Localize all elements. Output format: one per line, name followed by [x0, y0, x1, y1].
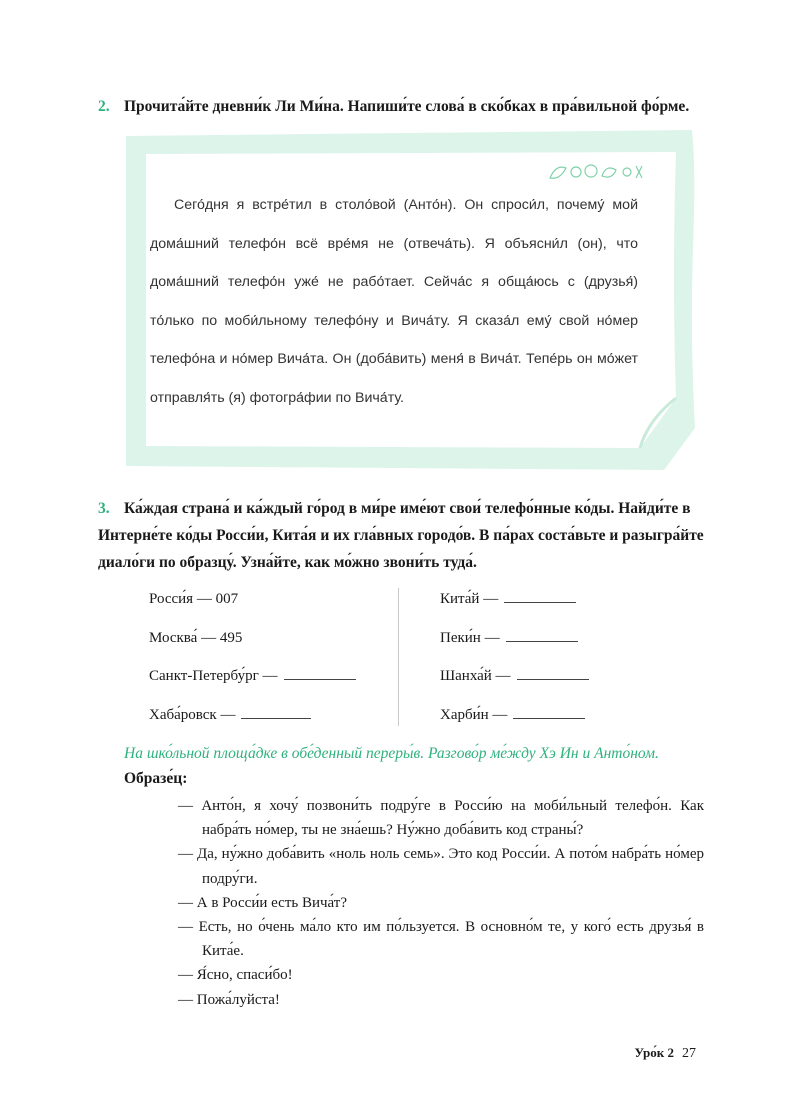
code-label: Санкт-Петербу́рг — [149, 668, 278, 684]
code-label: Пеки́н — [440, 629, 500, 646]
codes-column-right [440, 586, 589, 740]
code-blank[interactable] [513, 704, 585, 719]
code-row [149, 663, 356, 702]
code-row [149, 702, 356, 741]
page-number: 27 [682, 1046, 696, 1061]
dialogue-line: — А в Росси́и есть Вича́т? [178, 894, 348, 911]
code-label: Росси́я — 007 [149, 591, 239, 607]
sample-label: Образе́ц: [124, 770, 188, 787]
dialogue-line: — Анто́н, я хочу́ позвони́ть подру́ге в Росси́ю на моби́льный телефо́н. Как набра́ть но́мер, ты не зна́ешь? Ну́жно доба́вить код страны́? [178, 798, 704, 839]
page-footer [635, 1045, 696, 1062]
dialogue-line: — Я́сно, спаси́бо! [178, 967, 293, 984]
code-row [149, 625, 356, 664]
code-blank[interactable] [284, 665, 356, 680]
code-blank[interactable] [506, 627, 578, 642]
task-3-text: Ка́ждая страна́ и ка́ждый го́род в ми́ре име́ют свои́ телефо́нные ко́ды. Найди́те в Интерне́те ко́ды Росси́и, Кита́я и их гла́вных городо́в. В па́рах соста́вьте и разыгра́йте диало́ги по образцу́. Узна́йте, как мо́жно звони́ть туда́. [98, 500, 704, 571]
task-3-number: 3. [98, 500, 110, 517]
code-label: Москва́ — 495 [149, 629, 243, 646]
code-blank[interactable] [241, 704, 311, 719]
code-label: Хаба́ровск — [149, 706, 236, 723]
code-blank[interactable] [517, 665, 589, 680]
leaf-doodle-icon [548, 158, 646, 186]
dialogue-line: — Да, ну́жно доба́вить «ноль ноль семь». Это код Росси́и. А пото́м набра́ть но́мер подру́ги. [178, 846, 704, 887]
code-label: Шанха́й — [440, 668, 511, 684]
dialogue [178, 794, 704, 1012]
code-label: Кита́й — [440, 591, 499, 607]
code-row [440, 702, 589, 741]
code-row [149, 586, 356, 625]
codes-column-left [149, 586, 356, 740]
codes-divider [398, 588, 399, 726]
code-row [440, 586, 589, 625]
diary-text [150, 186, 638, 418]
code-row [440, 625, 589, 664]
task-2-number: 2. [98, 98, 110, 115]
situation-caption: На шко́льной площа́дке в обе́денный переры́в. Разгово́р ме́жду Хэ Ин и Анто́ном. [124, 745, 659, 762]
diary-paragraph: Сего́дня я встре́тил в столо́вой (Анто́н). Он спроси́л, почему́ мой дома́шний телефо́н всё вре́мя не (отвеча́ть). Я объясни́л (он), что дома́шний телефо́н уже́ не рабо́тает. Сейча́с я обща́юсь с (друзья́) то́лько по моби́льному телефо́ну и Вича́ту. Я сказа́л ему́ свой но́мер телефо́на и но́мер Вича́та. Он (доба́вить) меня́ в Вича́т. Тепе́рь он мо́жет отправля́ть (я) фотогра́фии по Вича́ту. [150, 197, 638, 406]
code-label: Харби́н — [440, 706, 508, 723]
task-3-title [98, 495, 718, 576]
code-row [440, 663, 589, 702]
dialogue-line: — Есть, но о́чень ма́ло кто им по́льзуется. В основно́м те, у кого́ есть друзья́ в Кита́е. [178, 919, 704, 960]
task-2-title [98, 93, 689, 120]
task-2-text: Прочита́йте дневни́к Ли Ми́на. Напиши́те слова́ в ско́бках в пра́вильной фо́рме. [124, 98, 690, 115]
code-blank[interactable] [504, 588, 576, 603]
lesson-label: Уро́к 2 [634, 1045, 674, 1060]
dialogue-line: — Пожа́луйста! [178, 991, 280, 1008]
